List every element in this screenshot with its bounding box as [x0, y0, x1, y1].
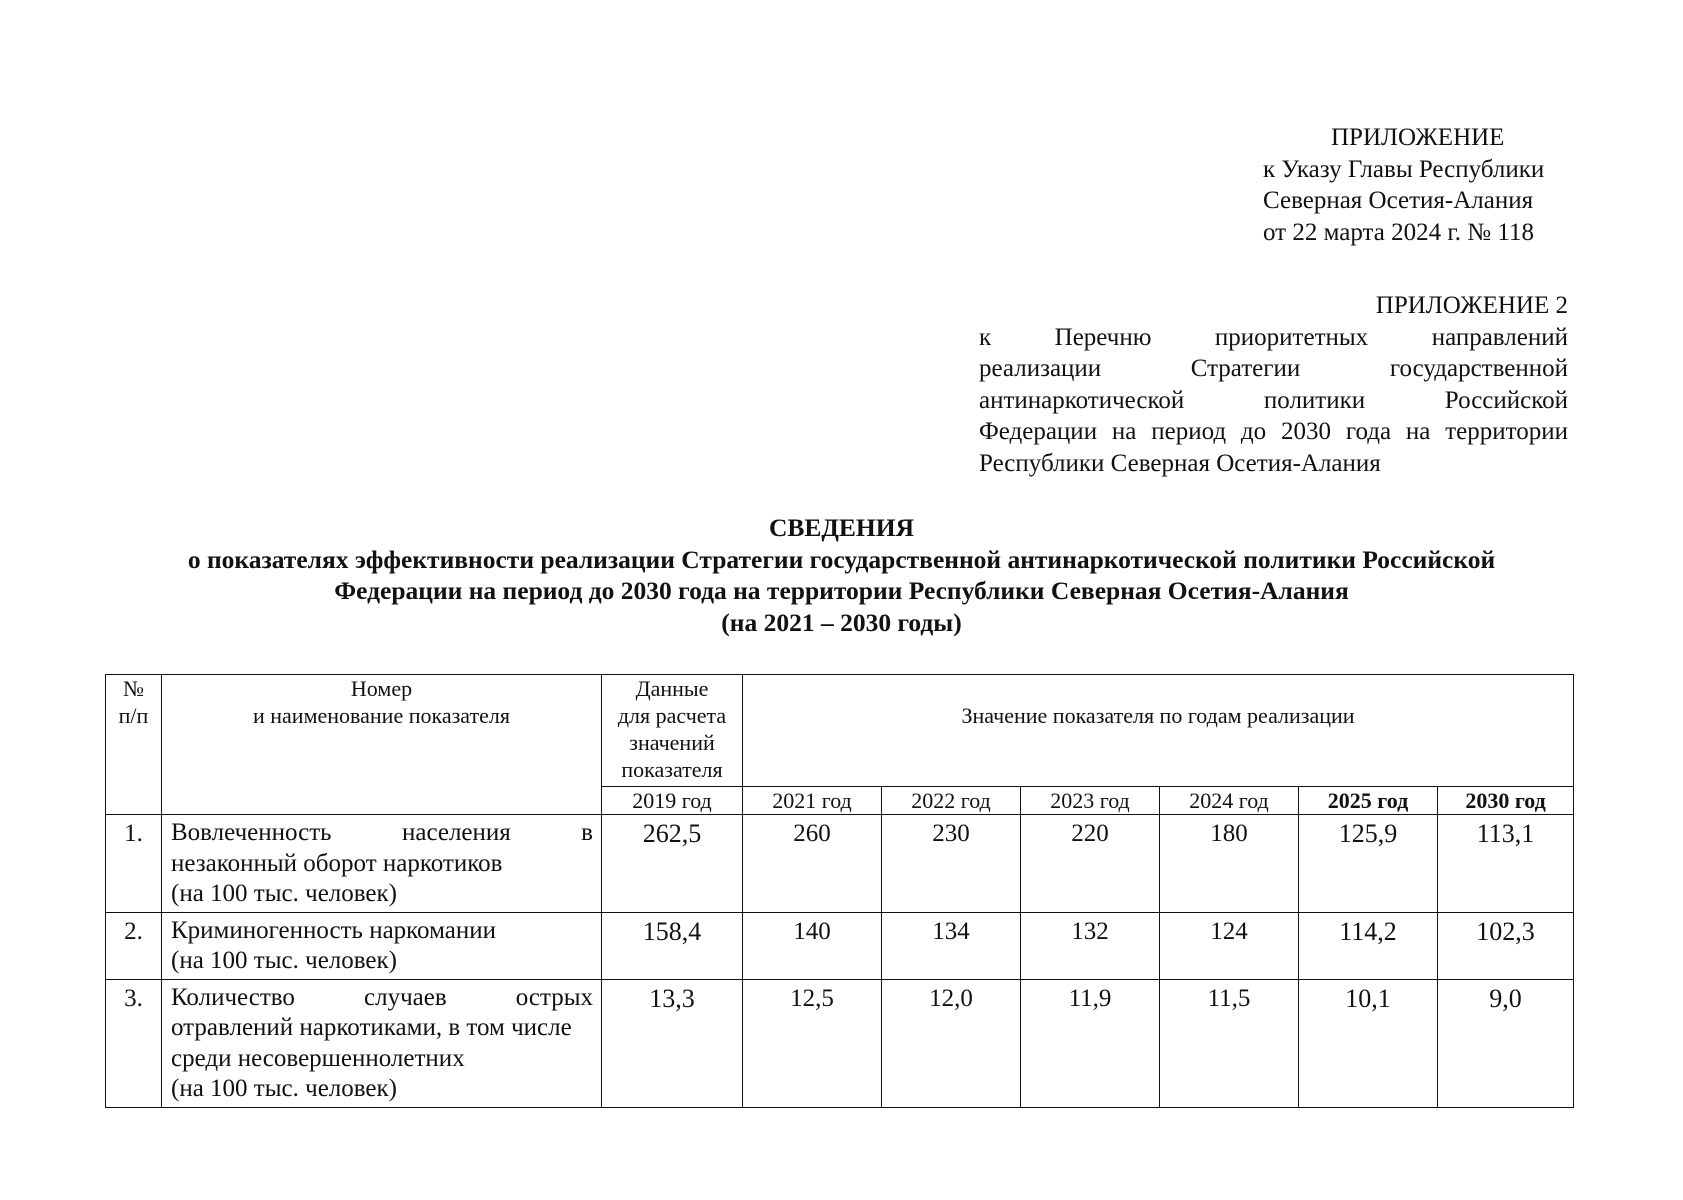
row-number: 1.	[106, 815, 162, 913]
header-base-line: показателя	[621, 757, 723, 782]
header-values-label: Значение показателя по годам реализации	[961, 703, 1355, 728]
annex-1-line: Северная Осетия-Алания	[1263, 187, 1534, 214]
value-cell: 9,0	[1438, 979, 1574, 1107]
row-name-line: (на 100 тыс. человек)	[171, 1075, 397, 1102]
row-name-line: (на 100 тыс. человек)	[171, 880, 397, 907]
annex-2-title: ПРИЛОЖЕНИЕ 2	[1375, 292, 1568, 319]
header-year: 2023 год	[1021, 787, 1160, 815]
annex-2-line: Республики Северная Осетия-Алания	[979, 449, 1381, 477]
value-cell: 125,9	[1299, 815, 1438, 913]
value-cell: 13,3	[602, 979, 743, 1107]
document-subtitle-line: Федерации на период до 2030 года на территории Республики Северная Осетия-Алания	[334, 576, 1349, 605]
value-cell: 140	[743, 912, 882, 979]
row-name-line: Количество случаев острых	[171, 983, 593, 1011]
row-number: 3.	[106, 979, 162, 1107]
annex-2	[979, 290, 1568, 479]
header-year: 2019 год	[602, 787, 743, 815]
row-name	[162, 912, 602, 979]
header-year: 2024 год	[1160, 787, 1299, 815]
row-name-line: отравлений наркотиками, в том числе	[171, 1014, 572, 1041]
header-name-line: Номер	[350, 676, 413, 701]
value-cell: 220	[1021, 815, 1160, 913]
header-values	[743, 675, 1574, 787]
value-cell: 11,9	[1021, 979, 1160, 1107]
value-cell: 102,3	[1438, 912, 1574, 979]
indicators-table	[105, 674, 1574, 1108]
table-row	[106, 815, 1574, 913]
value-cell: 113,1	[1438, 815, 1574, 913]
header-num	[106, 675, 162, 815]
annex-2-line: антинаркотической политики Российской	[979, 386, 1568, 414]
header-year: 2022 год	[882, 787, 1021, 815]
row-name-line: Криминогенность наркомании	[171, 916, 496, 944]
header-base-line: значений	[629, 730, 715, 755]
annex-1-title: ПРИЛОЖЕНИЕ	[1331, 124, 1505, 151]
value-cell: 230	[882, 815, 1021, 913]
header-name	[162, 675, 602, 815]
document-title: СВЕДЕНИЯ	[768, 513, 915, 542]
row-name-line: Вовлеченность населения в	[171, 819, 593, 846]
header-num-line: п/п	[118, 703, 149, 728]
row-name-line: среди несовершеннолетних	[171, 1044, 465, 1072]
value-cell: 114,2	[1299, 912, 1438, 979]
annex-2-line: реализации Стратегии государственной	[979, 355, 1568, 382]
value-cell: 124	[1160, 912, 1299, 979]
value-cell: 132	[1021, 912, 1160, 979]
annex-2-line: Федерации на период до 2030 года на территории	[979, 418, 1568, 445]
value-cell: 180	[1160, 815, 1299, 913]
value-cell: 260	[743, 815, 882, 913]
value-cell: 262,5	[602, 815, 743, 913]
header-year: 2030 год	[1438, 787, 1574, 815]
header-name-line: и наименование показателя	[253, 703, 510, 728]
header-base-data	[602, 675, 743, 787]
header-num-line: №	[123, 676, 144, 701]
value-cell: 11,5	[1160, 979, 1299, 1107]
value-cell: 134	[882, 912, 1021, 979]
annex-1-line: от 22 марта 2024 г. № 118	[1263, 218, 1534, 246]
row-name	[162, 979, 602, 1107]
document-subtitle-line: о показателях эффективности реализации Стратегии государственной антинаркотической политики Российской	[187, 544, 1496, 574]
table-row	[106, 979, 1574, 1107]
value-cell: 12,0	[882, 979, 1021, 1107]
header-base-line: Данные	[635, 676, 709, 701]
value-cell: 158,4	[602, 912, 743, 979]
row-name-line: (на 100 тыс. человек)	[171, 947, 397, 974]
header-year: 2025 год	[1299, 787, 1438, 815]
value-cell: 10,1	[1299, 979, 1438, 1107]
annex-1	[1263, 122, 1544, 248]
annex-1-line: к Указу Главы Республики	[1263, 155, 1545, 183]
row-number: 2.	[106, 912, 162, 979]
document-heading	[60, 512, 1623, 638]
table-row	[106, 912, 1574, 979]
annex-2-line: к Перечню приоритетных направлений	[979, 323, 1568, 351]
header-base-line: для расчета	[617, 703, 727, 728]
value-cell: 12,5	[743, 979, 882, 1107]
row-name-line: незаконный оборот наркотиков	[171, 849, 503, 877]
header-year: 2021 год	[743, 787, 882, 815]
document-subtitle-line: (на 2021 – 2030 годы)	[721, 607, 962, 637]
row-name	[162, 815, 602, 913]
